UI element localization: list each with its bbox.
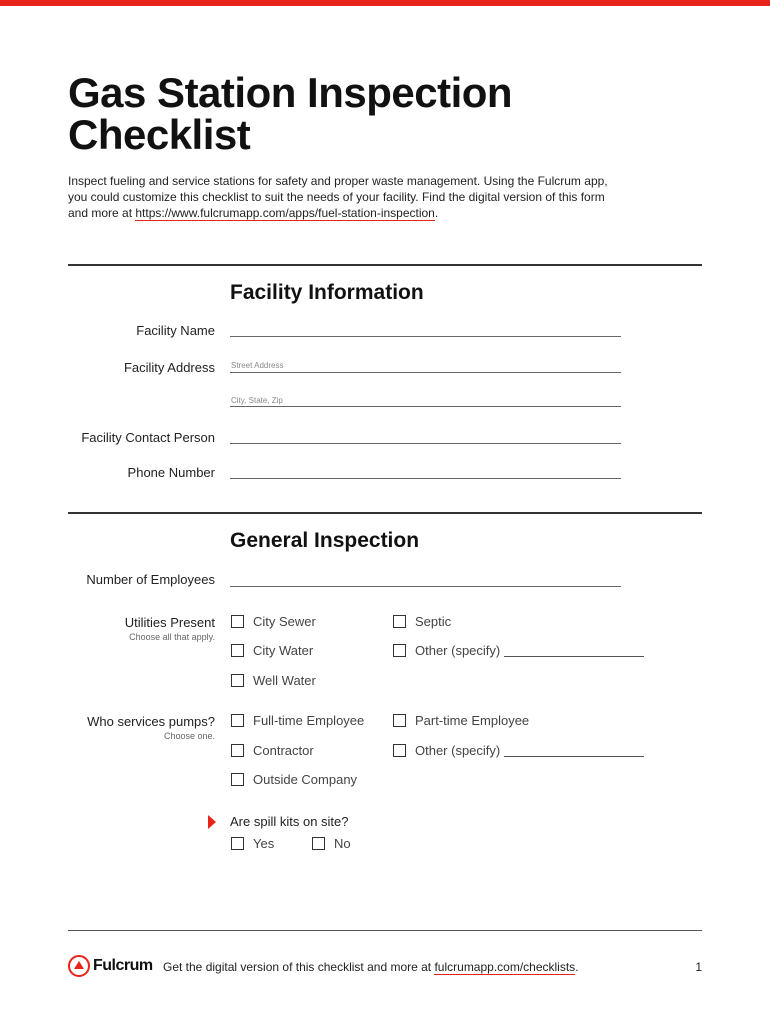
option-city-water[interactable]: [231, 643, 313, 658]
page-number: 1: [695, 960, 702, 974]
intro-link[interactable]: https://www.fulcrumapp.com/apps/fuel-station-inspection: [135, 206, 435, 220]
option-utilities-other[interactable]: [393, 643, 644, 658]
footer-copy: Get the digital version of this checklist and more at: [163, 960, 435, 974]
option-well-water[interactable]: [231, 673, 316, 688]
pumps-sub: Choose one.: [163, 731, 215, 741]
city-state-zip-hint: City, State, Zip: [231, 396, 283, 405]
utilities-label: Utilities Present: [124, 615, 215, 630]
option-label: Other (specify): [415, 743, 501, 758]
phone-number-field[interactable]: [230, 478, 621, 479]
option-yes[interactable]: [231, 836, 274, 851]
option-pumps-other[interactable]: [393, 743, 644, 758]
checkbox[interactable]: [393, 744, 406, 757]
spill-kits-question: Are spill kits on site?: [230, 814, 349, 829]
general-section-title: General Inspection: [230, 529, 420, 552]
checkbox[interactable]: [393, 714, 406, 727]
footer-end: .: [575, 960, 579, 974]
option-label: Outside Company: [253, 772, 358, 787]
specify-field[interactable]: [504, 756, 644, 757]
checkbox[interactable]: [312, 837, 325, 850]
footer-text: [163, 960, 579, 974]
intro-text: Inspect fueling and service stations for safety and proper waste management. Using the Fulcrum app, you could customize this checklist to suit the needs of your facility. Find the digital version of this form and more at: [68, 174, 608, 220]
footer-divider: [68, 930, 702, 931]
fulcrum-logo-icon: [68, 955, 90, 977]
option-label: Other (specify): [415, 643, 501, 658]
option-label: Full-time Employee: [253, 713, 365, 728]
contact-person-field[interactable]: [230, 443, 621, 444]
option-no[interactable]: [312, 836, 351, 851]
option-label: Well Water: [253, 673, 316, 688]
utilities-sub: Choose all that apply.: [129, 632, 215, 642]
street-address-field[interactable]: [230, 372, 621, 373]
facility-section-title: Facility Information: [230, 281, 424, 304]
checkbox[interactable]: [393, 644, 406, 657]
option-contractor[interactable]: [231, 743, 314, 758]
street-address-hint: Street Address: [231, 361, 284, 370]
checkbox[interactable]: [231, 674, 244, 687]
option-part-time[interactable]: [393, 713, 529, 728]
footer-link[interactable]: fulcrumapp.com/checklists: [434, 960, 576, 974]
city-state-zip-field[interactable]: [230, 406, 621, 407]
employees-label: Number of Employees: [86, 572, 215, 587]
fulcrum-logo: [68, 955, 153, 977]
specify-field[interactable]: [504, 656, 644, 657]
facility-name-field[interactable]: [230, 336, 621, 337]
option-city-sewer[interactable]: [231, 614, 316, 629]
checkbox[interactable]: [231, 744, 244, 757]
phone-number-label: Phone Number: [127, 465, 215, 480]
checkbox[interactable]: [231, 615, 244, 628]
employees-field[interactable]: [230, 586, 621, 587]
option-label: No: [334, 836, 351, 851]
arrow-icon: [208, 815, 216, 829]
intro-paragraph: [68, 173, 628, 221]
section-divider: [68, 512, 702, 514]
option-full-time[interactable]: [231, 713, 364, 728]
checkbox[interactable]: [231, 714, 244, 727]
checkbox[interactable]: [393, 615, 406, 628]
section-divider: [68, 264, 702, 266]
top-accent-bar: [0, 0, 770, 6]
option-label: Part-time Employee: [415, 713, 530, 728]
checkbox[interactable]: [231, 837, 244, 850]
option-label: Septic: [415, 614, 452, 629]
checkbox[interactable]: [231, 773, 244, 786]
facility-address-label: Facility Address: [123, 360, 215, 375]
option-outside-company[interactable]: [231, 772, 357, 787]
contact-person-label: Facility Contact Person: [81, 430, 215, 445]
option-label: Yes: [253, 836, 275, 851]
facility-name-label: Facility Name: [136, 323, 215, 338]
option-label: City Water: [253, 643, 314, 658]
option-septic[interactable]: [393, 614, 451, 629]
checkbox[interactable]: [231, 644, 244, 657]
intro-end: .: [434, 206, 439, 220]
pumps-label: Who services pumps?: [87, 714, 215, 729]
page-title: Gas Station Inspection Checklist: [68, 69, 513, 158]
option-label: City Sewer: [253, 614, 316, 629]
option-label: Contractor: [253, 743, 314, 758]
fulcrum-logo-text: Fulcrum: [93, 957, 153, 974]
